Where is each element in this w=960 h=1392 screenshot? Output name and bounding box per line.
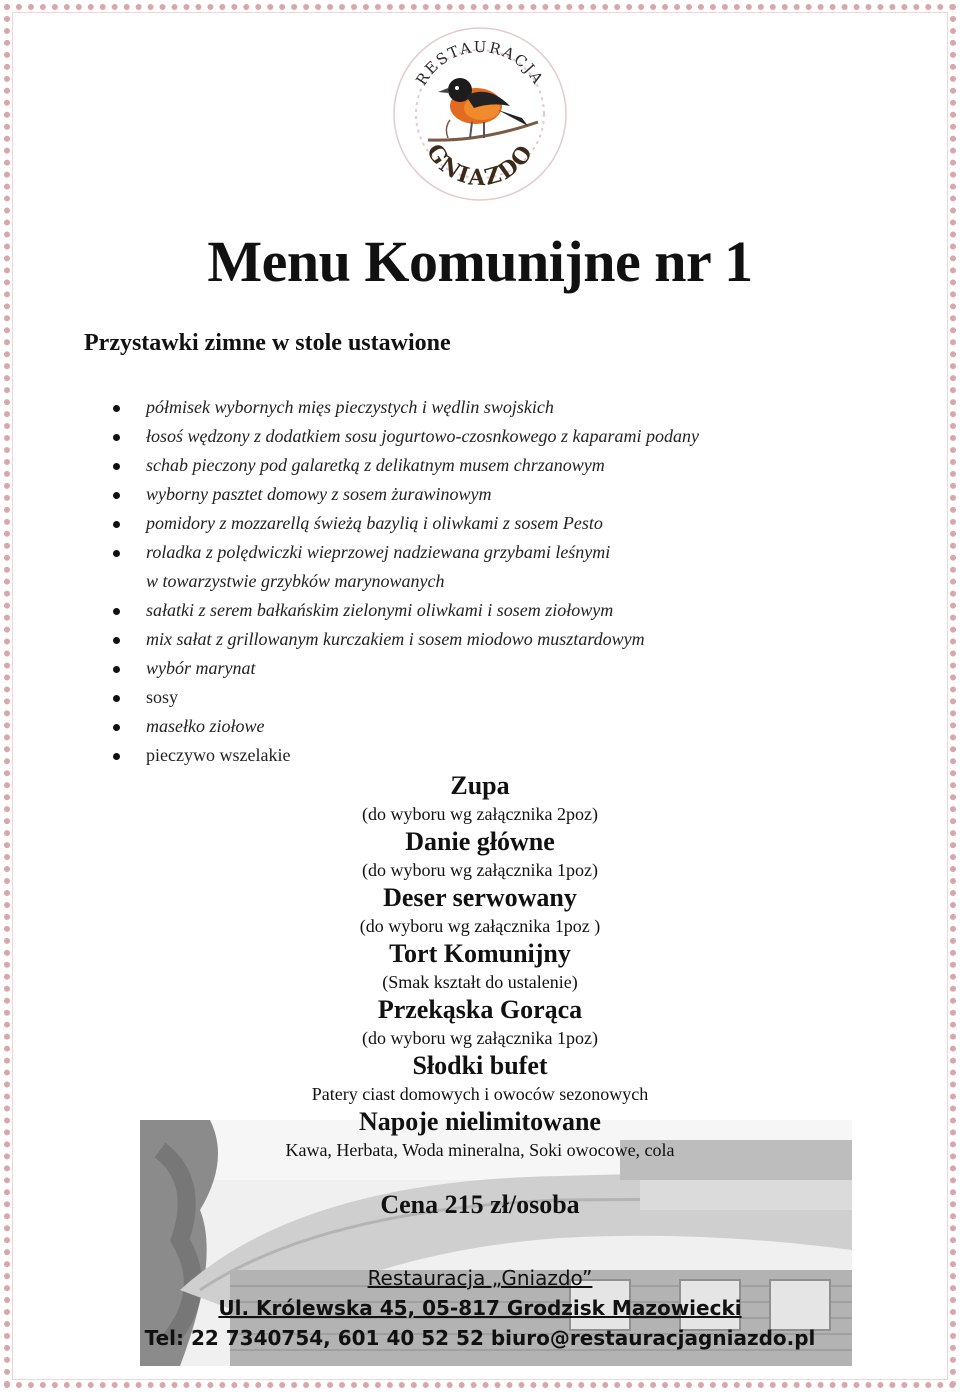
restaurant-name: Restauracja „Gniazdo”	[367, 1266, 593, 1290]
course-title-drinks: Napoje nielimitowane	[359, 1107, 601, 1136]
course-note-drinks: Kawa, Herbata, Woda mineralna, Soki owocowe, cola	[285, 1140, 675, 1160]
list-item: wyborny pasztet domowy z sosem żurawinowym	[100, 480, 860, 509]
restaurant-contact: Tel: 22 7340754, 601 40 52 52 biuro@restauracjagniazdo.pl	[144, 1326, 816, 1350]
price-per-person: Cena 215 zł/osoba	[380, 1190, 580, 1219]
course-note-hot-snack: (do wyboru wg załącznika 1poz)	[362, 1028, 598, 1048]
restaurant-logo	[388, 22, 572, 206]
list-item: pomidory z mozzarellą świeżą bazylią i oliwkami z sosem Pesto	[100, 509, 860, 538]
list-item: masełko ziołowe	[100, 712, 860, 741]
contact-footer	[0, 1263, 960, 1353]
course-title-main: Danie główne	[405, 827, 555, 856]
list-item: pieczywo wszelakie	[100, 741, 860, 770]
course-note-cake: (Smak kształt do ustalenie)	[382, 972, 578, 992]
list-item: wybór marynat	[100, 654, 860, 683]
cold-starters-list	[100, 393, 860, 770]
course-note-dessert: (do wyboru wg załącznika 1poz )	[359, 916, 601, 936]
list-item: roladka z polędwiczki wieprzowej nadziewana grzybami leśnymi	[100, 538, 860, 567]
course-title-cake: Tort Komunijny	[389, 939, 571, 968]
course-note-sweet-buffet: Patery ciast domowych i owoców sezonowych	[311, 1084, 649, 1104]
list-item: mix sałat z grillowanym kurczakiem i sosem miodowo musztardowym	[100, 625, 860, 654]
logo-top-text: RESTAURACJA	[412, 37, 548, 89]
courses-section	[0, 770, 960, 1162]
list-item: schab pieczony pod galaretką z delikatnym musem chrzanowym	[100, 451, 860, 480]
course-title-dessert: Deser serwowany	[383, 883, 577, 912]
list-item: łosoś wędzony z dodatkiem sosu jogurtowo-czosnkowego z kaparami podany	[100, 422, 860, 451]
course-note-main: (do wyboru wg załącznika 1poz)	[362, 860, 598, 880]
list-item: sosy	[100, 683, 860, 712]
list-item: sałatki z serem bałkańskim zielonymi oliwkami i sosem ziołowym	[100, 596, 860, 625]
list-item: półmisek wybornych mięs pieczystych i wędlin swojskich	[100, 393, 860, 422]
logo-bottom-text: GNIAZDO	[420, 139, 540, 192]
course-title-soup: Zupa	[450, 771, 510, 800]
cold-starters-heading: Przystawki zimne w stole ustawione	[84, 330, 451, 356]
course-title-sweet-buffet: Słodki bufet	[412, 1051, 548, 1080]
course-note-soup: (do wyboru wg załącznika 2poz)	[362, 804, 598, 824]
course-title-hot-snack: Przekąska Gorąca	[377, 995, 583, 1024]
restaurant-address: Ul. Królewska 45, 05-817 Grodzisk Mazowiecki	[218, 1296, 742, 1320]
menu-title: Menu Komunijne nr 1	[207, 229, 753, 294]
list-item-continuation: w towarzystwie grzybków marynowanych	[146, 571, 445, 591]
